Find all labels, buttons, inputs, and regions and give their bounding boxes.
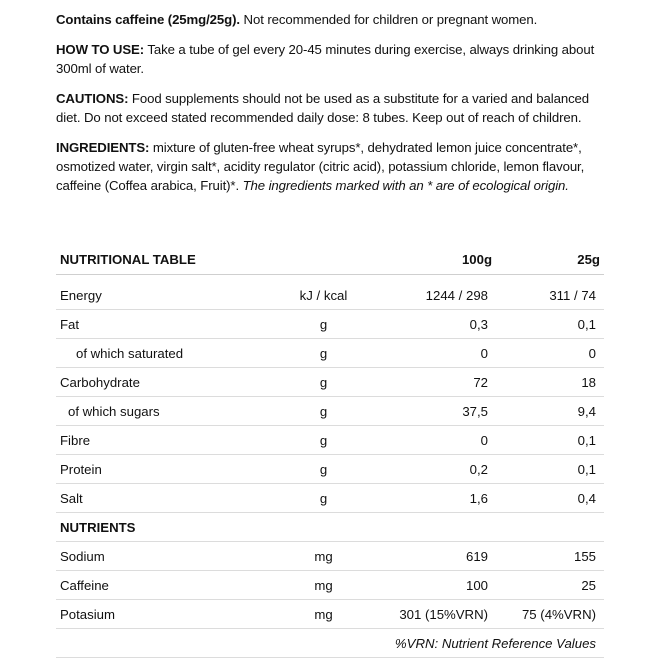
row-value-25g: 0,1: [496, 455, 604, 484]
row-value-100g: 0,2: [371, 455, 496, 484]
how-to-use-label: HOW TO USE:: [56, 42, 145, 57]
table-row: [56, 368, 604, 397]
row-value-100g: 0: [371, 339, 496, 368]
cautions-label: CAUTIONS:: [56, 91, 129, 106]
row-value-25g: 25: [496, 571, 604, 600]
row-name: of which saturated: [56, 339, 276, 368]
row-unit: mg: [276, 542, 371, 571]
row-unit: g: [276, 484, 371, 513]
column-header-25g: 25g: [496, 245, 604, 275]
ingredients-paragraph: [56, 138, 604, 195]
caffeine-label: Contains caffeine (25mg/25g).: [56, 12, 240, 27]
row-value-100g: 37,5: [371, 397, 496, 426]
caffeine-warning: [56, 10, 604, 29]
table-row: [56, 571, 604, 600]
row-unit: mg: [276, 600, 371, 629]
row-value-25g: 18: [496, 368, 604, 397]
row-value-100g: 72: [371, 368, 496, 397]
row-name: of which sugars: [56, 397, 276, 426]
row-value-100g: 1244 / 298: [371, 281, 496, 310]
row-value-100g: 0,3: [371, 310, 496, 339]
row-value-25g: 0,1: [496, 426, 604, 455]
table-row: [56, 426, 604, 455]
row-unit: g: [276, 426, 371, 455]
row-name: Carbohydrate: [56, 368, 276, 397]
table-row: [56, 310, 604, 339]
column-header-100g: 100g: [371, 245, 496, 275]
row-name: Caffeine: [56, 571, 276, 600]
row-value-25g: 0,4: [496, 484, 604, 513]
row-name: Energy: [56, 281, 276, 310]
table-row: [56, 281, 604, 310]
row-value-25g: 0: [496, 339, 604, 368]
vrn-footnote: %VRN: Nutrient Reference Values: [56, 629, 604, 658]
table-row: [56, 542, 604, 571]
row-value-25g: 9,4: [496, 397, 604, 426]
table-row: [56, 455, 604, 484]
row-unit: g: [276, 455, 371, 484]
row-value-100g: 0: [371, 426, 496, 455]
row-name: Salt: [56, 484, 276, 513]
row-unit: mg: [276, 571, 371, 600]
nutrients-section-row: [56, 513, 604, 542]
table-row: [56, 397, 604, 426]
ingredients-label: INGREDIENTS:: [56, 140, 150, 155]
row-name: Fibre: [56, 426, 276, 455]
row-unit: g: [276, 368, 371, 397]
nutrients-title: NUTRIENTS: [56, 513, 604, 542]
row-name: Protein: [56, 455, 276, 484]
table-row: [56, 600, 604, 629]
row-value-100g: 301 (15%VRN): [371, 600, 496, 629]
table-title: NUTRITIONAL TABLE: [56, 245, 371, 275]
row-name: Fat: [56, 310, 276, 339]
table-header-row: [56, 245, 604, 275]
row-unit: kJ / kcal: [276, 281, 371, 310]
row-value-100g: 1,6: [371, 484, 496, 513]
row-value-100g: 619: [371, 542, 496, 571]
row-name: Sodium: [56, 542, 276, 571]
ingredients-note: The ingredients marked with an * are of ecological origin.: [239, 178, 569, 193]
how-to-use-text: Take a tube of gel every 20-45 minutes during exercise, always drinking about 300ml of water.: [56, 42, 595, 76]
row-unit: g: [276, 310, 371, 339]
cautions-paragraph: [56, 89, 604, 127]
table-row: [56, 484, 604, 513]
row-value-25g: 0,1: [496, 310, 604, 339]
how-to-use-paragraph: [56, 40, 604, 78]
caffeine-text: Not recommended for children or pregnant women.: [239, 12, 538, 27]
product-info-text: [56, 10, 604, 206]
row-name: Potasium: [56, 600, 276, 629]
row-unit: g: [276, 339, 371, 368]
nutritional-table: [56, 245, 604, 658]
cautions-text: Food supplements should not be used as a substitute for a varied and balanced diet. Do not exceed stated recommended daily dose: 8 tubes. Keep out of reach of children.: [56, 91, 590, 125]
row-value-25g: 75 (4%VRN): [496, 600, 604, 629]
row-value-25g: 311 / 74: [496, 281, 604, 310]
row-value-25g: 155: [496, 542, 604, 571]
footnote-row: [56, 629, 604, 658]
row-value-100g: 100: [371, 571, 496, 600]
ingredients-text: mixture of gluten-free wheat syrups*, dehydrated lemon juice concentrate*, osmotized water, virgin salt*, acidity regulator (citric acid), potassium chloride, lemon flavour, caffeine (Coffea arabica, Fruit)*.: [56, 140, 585, 193]
row-unit: g: [276, 397, 371, 426]
table-row: [56, 339, 604, 368]
